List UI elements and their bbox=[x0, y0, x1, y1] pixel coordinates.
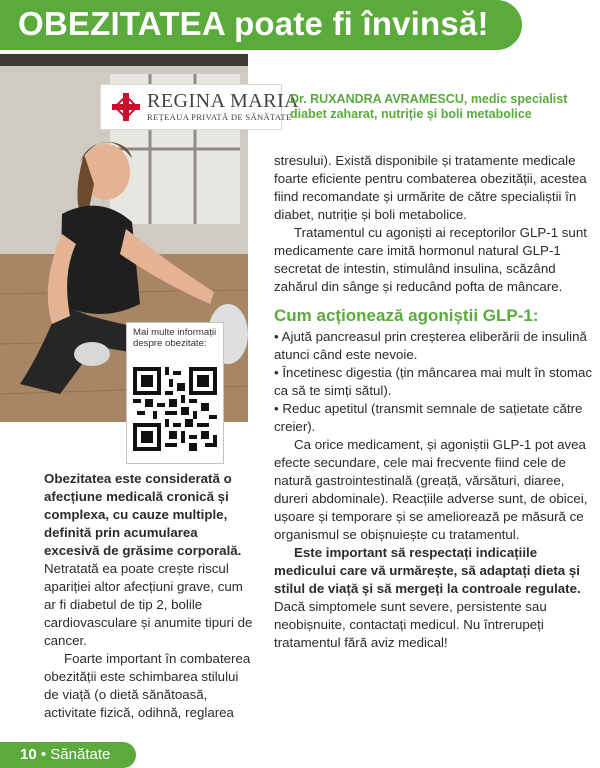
article-left-column bbox=[44, 470, 256, 722]
recommendations-rest: Dacă simptomele sunt severe, persistente sau neobișnuite, contactați medicul. Nu întrerupeți tratamentul fără aviz medical! bbox=[274, 599, 547, 650]
qr-label: Mai multe informații despre obezitate: bbox=[133, 327, 217, 349]
bullet-item: • Reduc apetitul (transmit semnale de sațietate către creier). bbox=[274, 401, 583, 434]
paragraph-glp1-treatment: Tratamentul cu agoniști ai receptorilor GLP-1 sunt medicamente care imită hormonul natural GLP-1 secretat de intestin, stimulând insulina, scăzând zahărul din sânge și reducând pofta de mâncare. bbox=[274, 225, 587, 294]
logo-name: REGINA MARIA bbox=[147, 90, 300, 112]
author-name: Dr. RUXANDRA AVRAMESCU, bbox=[290, 92, 468, 106]
intro-rest: Netratată ea poate crește riscul apariției altor afecțiuni grave, cum ar fi diabetul de tip 2, bolile cardiovasculare și anumite tipuri de cancer. bbox=[44, 561, 253, 648]
page-number: 10 bbox=[20, 746, 37, 763]
author-block bbox=[290, 92, 590, 122]
regina-maria-logo bbox=[100, 84, 300, 130]
intro-bold: Obezitatea este considerată o afecțiune medicală cronică și complexa, cu cauze multiple, definită prin acumularea excesivă de grăsime corporală. bbox=[44, 471, 242, 558]
qr-info-box bbox=[126, 322, 224, 464]
bullet-item: • Încetinesc digestia (țin mâncarea mai mult în stomac ca să te simți sătul). bbox=[274, 365, 593, 398]
title-banner bbox=[0, 0, 522, 50]
footer-separator: • bbox=[40, 746, 47, 763]
footer-text bbox=[20, 746, 110, 763]
author-role-line2: diabet zaharat, nutriție și boli metabolice bbox=[290, 107, 532, 121]
section-name: Sănătate bbox=[50, 746, 111, 763]
paragraph-intro bbox=[44, 470, 256, 650]
bullet-item: • Ajută pancreasul prin creșterea eliberării de insulină atunci când este nevoie. bbox=[274, 329, 587, 362]
paragraph-side-effects: Ca orice medicament, și agoniștii GLP-1 pot avea efecte secundare, cele mai frecvente fiind cele de natură gastrointestinală (greață, vărsături, diaree, dureri abdominale). Reacțiile adverse sunt, de obicei, ușoare și temporare și se ameliorează pe măsură ce organismul se obișnuiește cu tratamentul. bbox=[274, 437, 588, 542]
logo-subtitle: REȚEAUA PRIVATĂ DE SĂNĂTATE bbox=[147, 112, 292, 122]
qr-code-icon[interactable] bbox=[133, 367, 217, 451]
paragraph-recommendations bbox=[274, 544, 592, 652]
paragraph-lifestyle: Foarte important în combaterea obezității este schimbarea stilului de viață (o dietă sănătoasă, activitate fizică, odihnă, reglarea bbox=[44, 651, 251, 720]
regina-maria-cross-icon bbox=[111, 92, 141, 122]
section-heading-glp1: Cum acționează agoniștii GLP-1: bbox=[274, 306, 539, 325]
paragraph-stress-continued: stresului). Există disponibile și tratamente medicale foarte eficiente pentru combaterea obezității, acestea fiind recomandate și urmărite de către specialiștii în diabet, nutriție și boli metabolice. bbox=[274, 153, 587, 222]
article-right-column bbox=[274, 152, 592, 652]
page-title: OBEZITATEA poate fi învinsă! bbox=[18, 5, 489, 42]
recommendations-bold: Este important să respectați indicațiile medicului care vă urmărește, să adaptați dieta și stilul de viață și să mergeți la controale regulate. bbox=[274, 545, 581, 596]
author-role-line1: medic specialist bbox=[470, 92, 568, 106]
footer-page-tab bbox=[0, 742, 136, 768]
